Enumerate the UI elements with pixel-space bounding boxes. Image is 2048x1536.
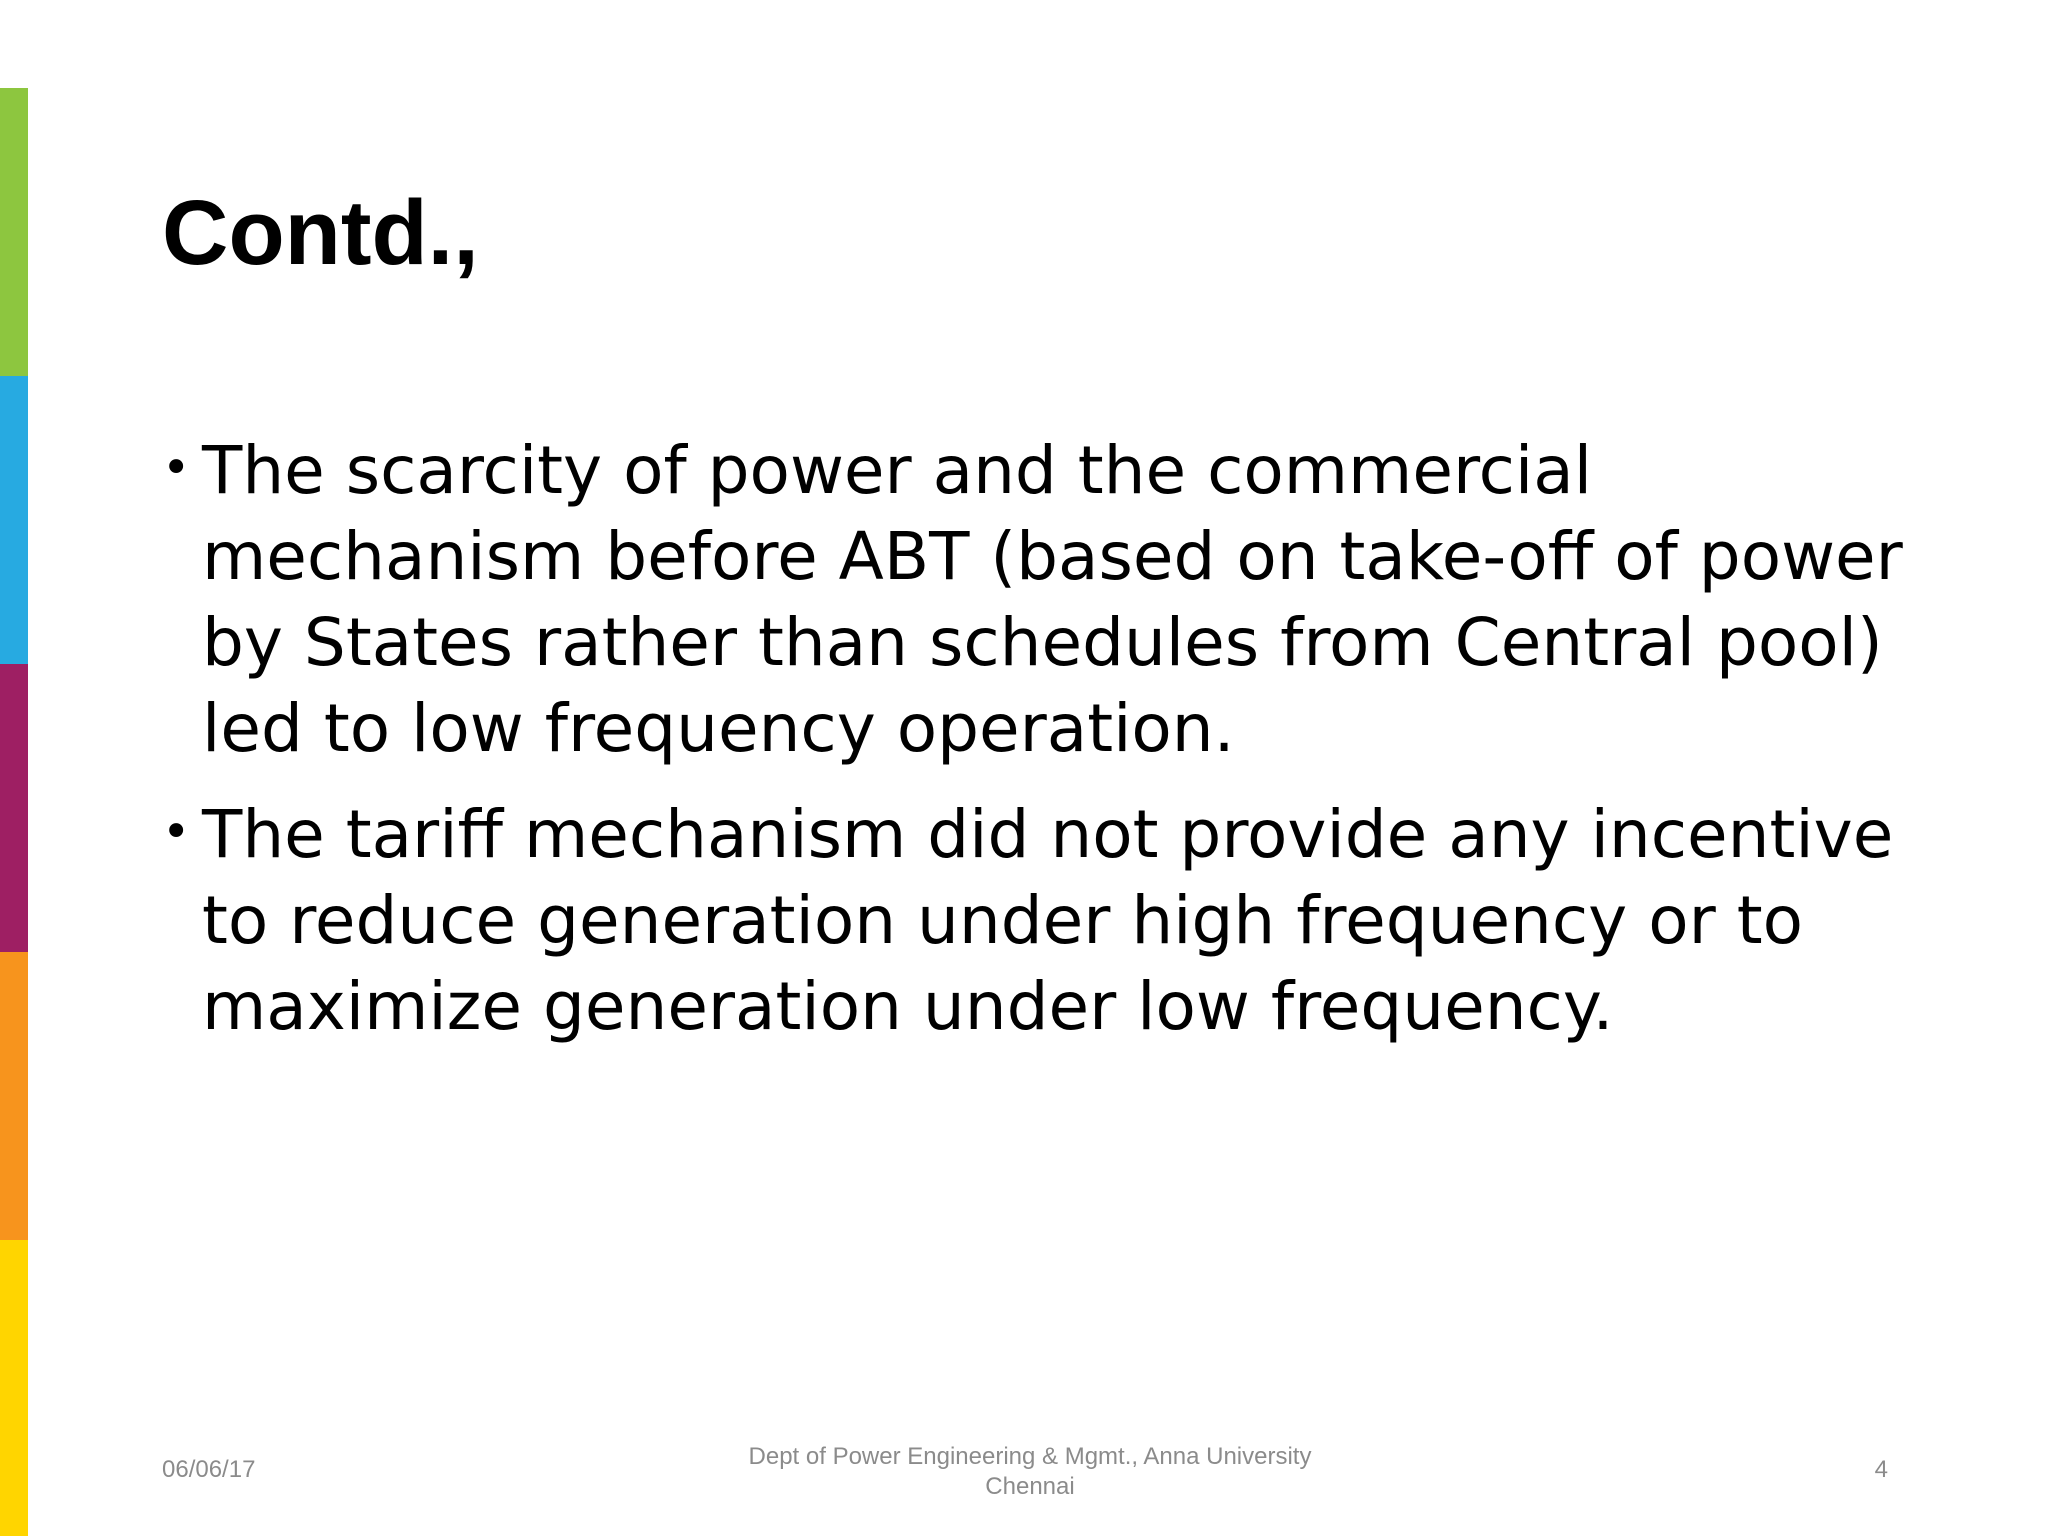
footer-department-line2: Chennai (985, 1473, 1075, 1500)
accent-stripe-yellow (0, 1240, 28, 1536)
accent-stripe-green (0, 88, 28, 376)
bullet-item (162, 792, 1922, 1050)
accent-stripe-magenta (0, 664, 28, 952)
footer-date: 06/06/17 (162, 1456, 256, 1483)
bullet-list (162, 428, 1922, 1070)
accent-stripe-orange (0, 952, 28, 1240)
bullet-item (162, 428, 1922, 772)
bullet-text: The scarcity of power and the commercial mechanism before ABT (based on take-off of power by States rather than schedules from Central pool) led to low frequency operation. (202, 432, 1903, 767)
footer-department (680, 1442, 1380, 1502)
slide-title: Contd., (162, 182, 479, 284)
footer-page-number: 4 (1874, 1456, 1888, 1483)
accent-stripe-blue (0, 376, 28, 664)
bullet-dot-icon: • (162, 804, 191, 860)
bullet-text: The tariff mechanism did not provide any incentive to reduce generation under high frequency or to maximize generation under low frequency. (202, 796, 1894, 1045)
bullet-dot-icon: • (162, 440, 191, 496)
footer-department-line1: Dept of Power Engineering & Mgmt., Anna University (748, 1443, 1312, 1470)
